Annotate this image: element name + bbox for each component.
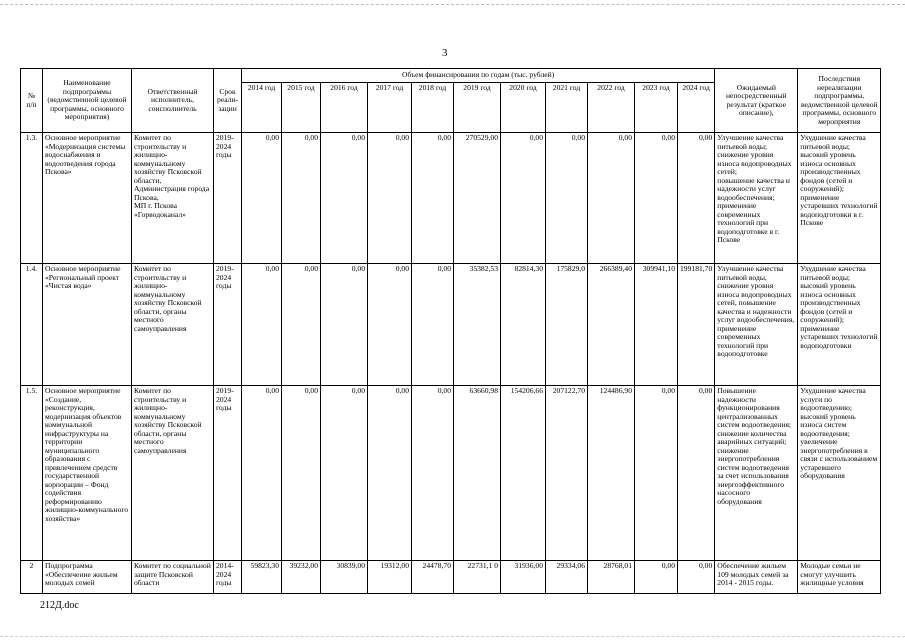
row-value: 124486,90 (588, 386, 635, 561)
row-value: 0,00 (282, 386, 321, 561)
row-value: 154206,66 (501, 386, 546, 561)
header-consequences: Последствия нереализации подпрограммы, ведомственной целевой программы, основного мероприятия (798, 69, 881, 133)
row-value: 22731,1 0 (454, 561, 501, 594)
row-value: 29334,06 (546, 561, 588, 594)
row-term: 2014- 2024 годы (214, 561, 242, 594)
header-year: 2021 год (546, 83, 588, 133)
header-year: 2018 год (412, 83, 454, 133)
row-consequences: Ухудшение качества услуги по водоотведению; высокий уровень износа систем водоотведения; увеличение энергопотребления в связи с использованием устаревшего оборудования (798, 386, 881, 561)
row-value: 31936,00 (501, 561, 546, 594)
row-num: 1.4. (21, 264, 43, 386)
row-consequences: Ухудшение качества питьевой воды; высокий уровень износа основных производственных фондов (сетей и сооружений); применение устаревших технологий водоподготовки (798, 264, 881, 386)
row-value: 0,00 (678, 133, 715, 264)
row-term: 2019- 2024 годы (214, 386, 242, 561)
row-consequences: Ухудшение качества питьевой воды; высокий уровень износа основных производственных фондов (сетей и сооружений); применение устаревших технологий водоподготовки в г. Пскове (798, 133, 881, 264)
row-value: 0,00 (678, 561, 715, 594)
row-value: 0,00 (412, 386, 454, 561)
header-year: 2019 год (454, 83, 501, 133)
row-result: Повышение надежности функционирования централизованных систем водоотведения; снижение количества аварийных ситуаций; снижение энергопотребления систем водоотведения за счет использования энергоэффективного насосного оборудования (715, 386, 798, 561)
row-value: 0,00 (282, 264, 321, 386)
row-result: Улучшение качества питьевой воды; снижение уровня износа водопроводных сетей; повышение качества и надежности услуг водообеспечения; применение современных технологий при водоподготовке в г. Пскове (715, 133, 798, 264)
row-value: 0,00 (635, 133, 678, 264)
table-row (21, 133, 881, 264)
row-value: 0,00 (321, 386, 368, 561)
header-name: Наименование подпрограммы (ведомственной целевой программы, основного мероприятия) (43, 69, 132, 133)
row-executor: Комитет по строительству и жилищно-коммунальному хозяйству Псковской области, органы местного самоуправления (132, 386, 214, 561)
row-executor: Комитет по социальной защите Псковской области (132, 561, 214, 594)
row-value: 0,00 (242, 264, 282, 386)
table-row (21, 561, 881, 594)
row-num: 2 (21, 561, 43, 594)
header-year: 2015 год (282, 83, 321, 133)
table-row (21, 264, 881, 386)
scan-edge-top (0, 4, 905, 5)
row-value: 0,00 (368, 264, 412, 386)
header-result: Ожидаемый непосредственный результат (краткое описание), (715, 69, 798, 133)
row-value: 175829,0 (546, 264, 588, 386)
row-value: 309941,10 (635, 264, 678, 386)
table-row (21, 386, 881, 561)
row-value: 28768,01 (588, 561, 635, 594)
header-executor: Ответственный исполнитель, соисполнитель (132, 69, 214, 133)
row-value: 35382,53 (454, 264, 501, 386)
row-value: 0,00 (368, 133, 412, 264)
header-term: Срок реали-зации (214, 69, 242, 133)
scan-edge-bottom (0, 636, 905, 637)
header-year: 2022 год (588, 83, 635, 133)
row-name: Основное мероприятие «Региональный проект «Чистая вода» (43, 264, 132, 386)
row-result: Обеспечение жильем 109 молодых семей за 2014 - 2015 годы. (715, 561, 798, 594)
row-value: 0,00 (368, 386, 412, 561)
header-year: 2014 год (242, 83, 282, 133)
row-value: 19312,00 (368, 561, 412, 594)
row-name: Основное мероприятие «Модернизация системы водоснабжения и водоотведения города Пскова» (43, 133, 132, 264)
row-value: 0,00 (242, 133, 282, 264)
header-year: 2017 год (368, 83, 412, 133)
row-term: 2019- 2024 годы (214, 264, 242, 386)
row-name: Подпрограмма «Обеспечение жильем молодых семей (43, 561, 132, 594)
row-value: 0,00 (501, 133, 546, 264)
header-year: 2016 год (321, 83, 368, 133)
row-num: 1.3. (21, 133, 43, 264)
row-value: 0,00 (412, 264, 454, 386)
row-value: 39232,00 (282, 561, 321, 594)
row-value: 0,00 (242, 386, 282, 561)
row-value: 0,00 (678, 386, 715, 561)
row-value: 0,00 (588, 133, 635, 264)
funding-table (20, 68, 881, 594)
row-name: Основное мероприятие «Создание, реконструкция, модернизация объектов коммунальной инфраструктуры на территории муниципального образования с привлечением средств государственной корпорации – Фонд содействия реформированию жилищно-коммунального хозяйства» (43, 386, 132, 561)
row-value: 0,00 (635, 561, 678, 594)
row-value: 63660,98 (454, 386, 501, 561)
row-value: 266389,40 (588, 264, 635, 386)
page-number: 3 (442, 47, 448, 59)
row-value: 0,00 (546, 133, 588, 264)
row-value: 0,00 (412, 133, 454, 264)
header-num: № п/п (21, 69, 43, 133)
row-executor: Комитет по строительству и жилищно-коммунальному хозяйству Псковской области, Администрация города Пскова, МП г. Пскова «Горводоканал» (132, 133, 214, 264)
row-value: 30839,00 (321, 561, 368, 594)
row-value: 59823,30 (242, 561, 282, 594)
header-year: 2020 год (501, 83, 546, 133)
row-value: 82814,30 (501, 264, 546, 386)
row-value: 199181,70 (678, 264, 715, 386)
row-value: 0,00 (282, 133, 321, 264)
row-value: 207122,70 (546, 386, 588, 561)
row-value: 270529,00 (454, 133, 501, 264)
row-value: 0,00 (635, 386, 678, 561)
row-value: 24478,70 (412, 561, 454, 594)
row-executor: Комитет по строительству и жилищно-коммунальному хозяйству Псковской области, органы местного самоуправления (132, 264, 214, 386)
row-result: Улучшение качества питьевой воды, снижение уровня износа водопроводных сетей, повышение качества и надежности услуг водообеспечения, применение современных технологий при водоподготовке (715, 264, 798, 386)
row-term: 2019- 2024 годы (214, 133, 242, 264)
row-value: 0,00 (321, 133, 368, 264)
header-funding: Объем финансирования по годам (тыс. рублей) (242, 69, 715, 83)
row-value: 0,00 (321, 264, 368, 386)
footer-filename: 212Д.doc (40, 600, 79, 611)
row-consequences: Молодые семьи не смогут улучшить жилищные условия (798, 561, 881, 594)
header-year: 2024 год (678, 83, 715, 133)
header-year: 2023 год (635, 83, 678, 133)
row-num: 1.5. (21, 386, 43, 561)
